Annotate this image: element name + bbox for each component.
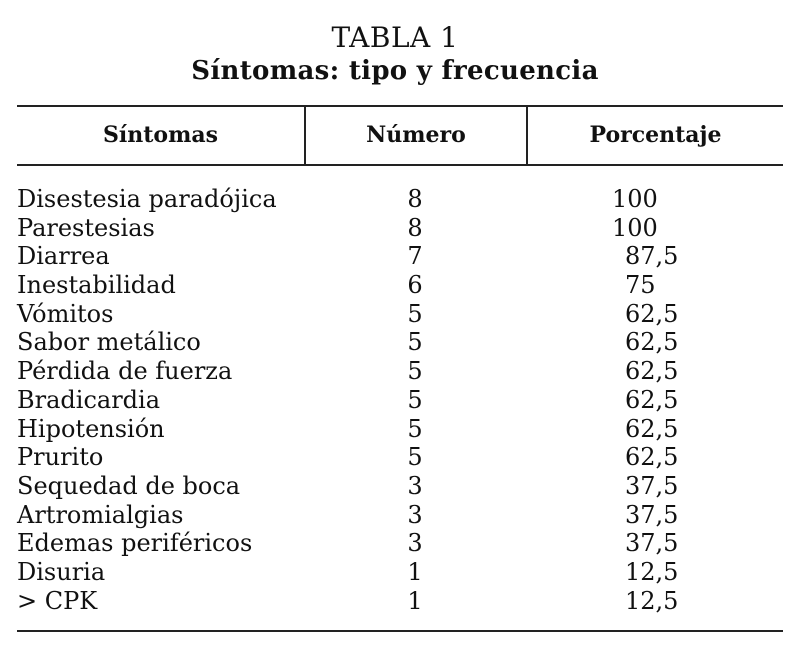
column-header-count: Número (366, 122, 466, 148)
symptom-name: Disestesia paradójica (17, 185, 277, 213)
symptom-name: Artromialgias (17, 500, 184, 529)
symptom-name: Sequedad de boca (17, 471, 241, 500)
column-header-percent: Porcentaje (589, 122, 722, 148)
table-row (0, 443, 790, 472)
symptom-name: > CPK (17, 586, 98, 615)
symptom-count: 3 (407, 471, 423, 500)
symptom-count: 7 (407, 242, 423, 271)
symptom-name: Bradicardia (17, 385, 161, 414)
table-row (0, 415, 790, 444)
symptom-percent: 62,5 (625, 414, 679, 443)
symptom-percent: 100 (612, 213, 658, 242)
symptom-name: Diarrea (17, 242, 110, 271)
symptom-percent: 37,5 (625, 529, 679, 558)
symptom-percent: 62,5 (625, 299, 679, 328)
symptom-name: Inestabilidad (17, 271, 176, 300)
table-number: TABLA 1 (331, 21, 459, 54)
symptom-count: 5 (407, 443, 423, 472)
table-row (0, 328, 790, 357)
symptom-name: Sabor metálico (17, 328, 201, 357)
table-body (0, 185, 790, 615)
symptom-count: 8 (407, 213, 423, 242)
symptom-count: 5 (407, 357, 423, 386)
table-row (0, 185, 790, 214)
symptom-name: Disuria (17, 557, 106, 586)
table-row (0, 271, 790, 300)
column-header-symptoms: Síntomas (103, 122, 218, 148)
table-row (0, 472, 790, 501)
table-row (0, 242, 790, 271)
symptom-percent: 100 (612, 185, 658, 213)
symptom-count: 8 (407, 185, 423, 213)
table-title-block (0, 22, 790, 88)
bottom-rule (17, 630, 783, 632)
symptom-percent: 37,5 (625, 500, 679, 529)
symptom-percent: 62,5 (625, 443, 679, 472)
symptom-percent: 62,5 (625, 328, 679, 357)
symptom-count: 3 (407, 529, 423, 558)
symptom-count: 1 (407, 557, 423, 586)
symptom-name: Vómitos (17, 299, 114, 328)
symptom-name: Pérdida de fuerza (17, 357, 233, 386)
table-caption: Síntomas: tipo y frecuencia (191, 56, 599, 86)
symptom-percent: 62,5 (625, 357, 679, 386)
symptom-percent: 12,5 (625, 557, 679, 586)
symptom-name: Parestesias (17, 213, 155, 242)
symptom-name: Hipotensión (17, 414, 165, 443)
symptom-count: 5 (407, 328, 423, 357)
table-row (0, 587, 790, 616)
symptom-count: 5 (407, 414, 423, 443)
symptom-count: 5 (407, 299, 423, 328)
symptom-percent: 75 (625, 271, 656, 300)
symptom-count: 5 (407, 385, 423, 414)
symptom-percent: 87,5 (625, 242, 679, 271)
header-rule (17, 164, 783, 166)
symptom-count: 1 (407, 586, 423, 615)
symptom-percent: 12,5 (625, 586, 679, 615)
symptom-count: 3 (407, 500, 423, 529)
symptom-name: Prurito (17, 443, 104, 472)
table-row (0, 558, 790, 587)
symptom-percent: 37,5 (625, 471, 679, 500)
table-row (0, 300, 790, 329)
table-row (0, 529, 790, 558)
table-row (0, 357, 790, 386)
table-row (0, 214, 790, 243)
symptom-name: Edemas periféricos (17, 529, 253, 558)
table-row (0, 386, 790, 415)
table-row (0, 501, 790, 530)
symptom-percent: 62,5 (625, 385, 679, 414)
symptom-count: 6 (407, 271, 423, 300)
